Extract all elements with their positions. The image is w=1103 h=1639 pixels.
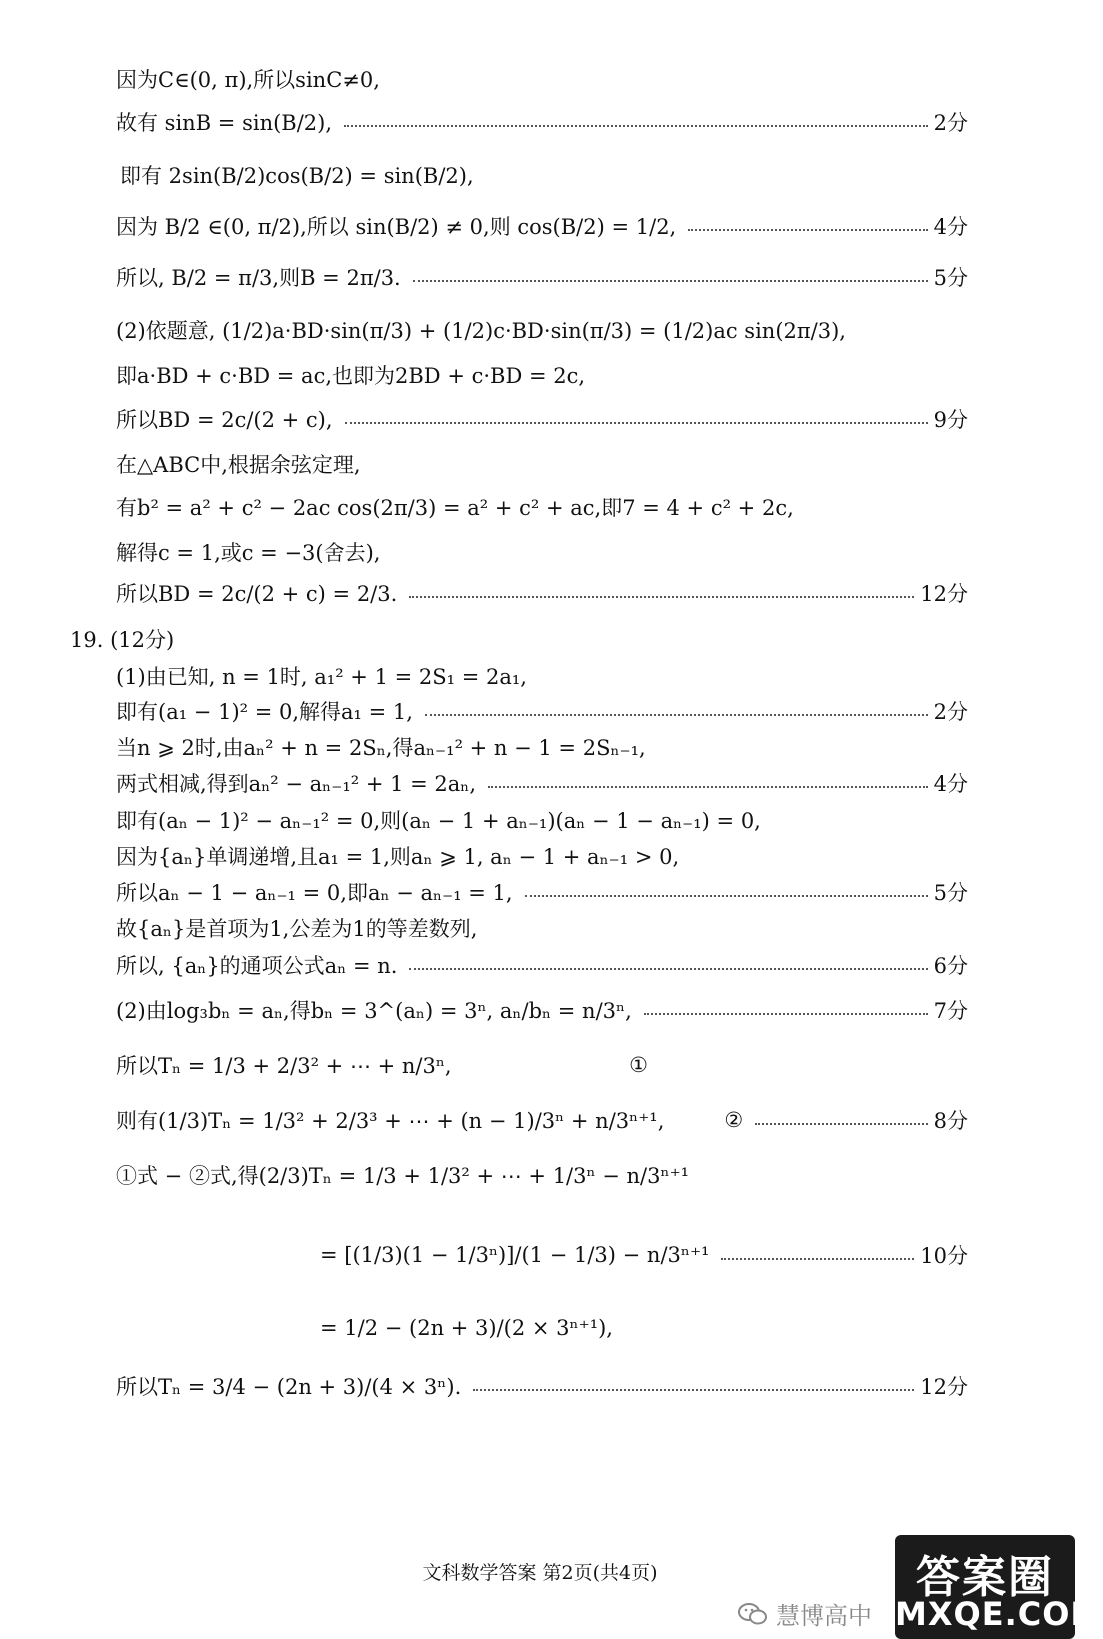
line-4: 因为 B/2 ∈(0, π/2),所以 sin(B/2) ≠ 0,则 cos(B/2) = 1/2, (116, 215, 677, 239)
line-1: 因为C∈(0, π),所以sinC≠0, (116, 68, 380, 92)
dotted-leader (488, 786, 928, 788)
line-18: 即有(aₙ − 1)² − aₙ₋₁² = 0,则(aₙ − 1 + aₙ₋₁)(aₙ − 1 − aₙ₋₁) = 0, (116, 809, 761, 833)
line-24: 所以Tₙ = 1/3 + 2/3² + ⋯ + n/3ⁿ, (116, 1054, 452, 1078)
dotted-leader (425, 714, 928, 716)
line-15: 即有(a₁ − 1)² = 0,解得a₁ = 1, (116, 700, 413, 724)
score-12: 12分 (920, 582, 968, 606)
line-25: 则有(1/3)Tₙ = 1/3² + 2/3³ + ⋯ + (n − 1)/3ⁿ + n/3ⁿ⁺¹, (116, 1109, 665, 1133)
line-29: 所以Tₙ = 3/4 − (2n + 3)/(4 × 3ⁿ). (116, 1375, 462, 1399)
dotted-leader (409, 596, 914, 598)
social-watermark (738, 1596, 872, 1631)
line-28: = 1/2 − (2n + 3)/(2 × 3ⁿ⁺¹), (320, 1316, 613, 1340)
score-q19-7: 7分 (933, 999, 968, 1023)
dotted-leader (755, 1123, 927, 1125)
score-q19-12: 12分 (920, 1375, 968, 1399)
site-logo-watermark (895, 1535, 1103, 1639)
line-7: 即a·BD + c·BD = ac,也即为2BD + c·BD = 2c, (116, 364, 586, 388)
line-22: 所以, {aₙ}的通项公式aₙ = n. (116, 954, 398, 978)
line-5: 所以, B/2 = π/3,则B = 2π/3. (116, 266, 401, 290)
dotted-leader (473, 1389, 914, 1391)
score-9: 9分 (933, 408, 968, 432)
score-q19-8: 8分 (933, 1109, 968, 1133)
equation-mark-1: ① (629, 1053, 648, 1077)
line-14: (1)由已知, n = 1时, a₁² + 1 = 2S₁ = 2a₁, (116, 665, 527, 689)
line-27: = [(1/3)(1 − 1/3ⁿ)]/(1 − 1/3) − n/3ⁿ⁺¹ (320, 1243, 710, 1267)
score-5: 5分 (933, 266, 968, 290)
dotted-leader (644, 1013, 928, 1015)
score-q19-2: 2分 (933, 700, 968, 724)
logo-sub-text: MXQE.COM (895, 1595, 1103, 1633)
line-17: 两式相减,得到aₙ² − aₙ₋₁² + 1 = 2aₙ, (116, 772, 477, 796)
score-q19-10: 10分 (920, 1244, 968, 1268)
logo-main-text: 答案圈 (916, 1552, 1054, 1603)
social-watermark-text: 慧博高中 (776, 1602, 872, 1630)
dotted-leader (688, 229, 927, 231)
dotted-leader (409, 968, 927, 970)
line-23: (2)由log₃bₙ = aₙ,得bₙ = 3^(aₙ) = 3ⁿ, aₙ/bₙ = n/3ⁿ, (116, 999, 632, 1023)
line-8: 所以BD = 2c/(2 + c), (116, 408, 333, 432)
line-3: 即有 2sin(B/2)cos(B/2) = sin(B/2), (120, 164, 474, 188)
line-12: 所以BD = 2c/(2 + c) = 2/3. (116, 582, 398, 606)
score-4: 4分 (933, 215, 968, 239)
line-6: (2)依题意, (1/2)a·BD·sin(π/3) + (1/2)c·BD·sin(π/3) = (1/2)ac sin(2π/3), (116, 319, 846, 343)
score-q19-4: 4分 (933, 772, 968, 796)
line-16: 当n ⩾ 2时,由aₙ² + n = 2Sₙ,得aₙ₋₁² + n − 1 = 2Sₙ₋₁, (116, 736, 646, 760)
dotted-leader (413, 280, 928, 282)
line-19: 因为{aₙ}单调递增,且a₁ = 1,则aₙ ⩾ 1, aₙ − 1 + aₙ₋₁ > 0, (116, 845, 680, 869)
dotted-leader (345, 422, 928, 424)
line-20: 所以aₙ − 1 − aₙ₋₁ = 0,即aₙ − aₙ₋₁ = 1, (116, 881, 513, 905)
score-2: 2分 (933, 111, 968, 135)
wechat-icon (738, 1602, 768, 1626)
dotted-leader (344, 125, 928, 127)
line-21: 故{aₙ}是首项为1,公差为1的等差数列, (116, 917, 478, 941)
question-19-header: 19. (12分) (70, 628, 175, 652)
score-q19-5: 5分 (933, 881, 968, 905)
score-q19-6: 6分 (933, 954, 968, 978)
line-10: 有b² = a² + c² − 2ac cos(2π/3) = a² + c² + ac,即7 = 4 + c² + 2c, (116, 496, 794, 520)
dotted-leader (721, 1258, 914, 1260)
line-26: ①式 − ②式,得(2/3)Tₙ = 1/3 + 1/3² + ⋯ + 1/3ⁿ − n/3ⁿ⁺¹ (116, 1164, 690, 1188)
equation-mark-2: ② (724, 1108, 744, 1132)
line-11: 解得c = 1,或c = −3(舍去), (116, 541, 381, 565)
dotted-leader (525, 895, 928, 897)
page-footer: 文科数学答案 第2页(共4页) (422, 1562, 658, 1584)
line-9: 在△ABC中,根据余弦定理, (116, 453, 361, 477)
line-2: 故有 sinB = sin(B/2), (116, 111, 333, 135)
